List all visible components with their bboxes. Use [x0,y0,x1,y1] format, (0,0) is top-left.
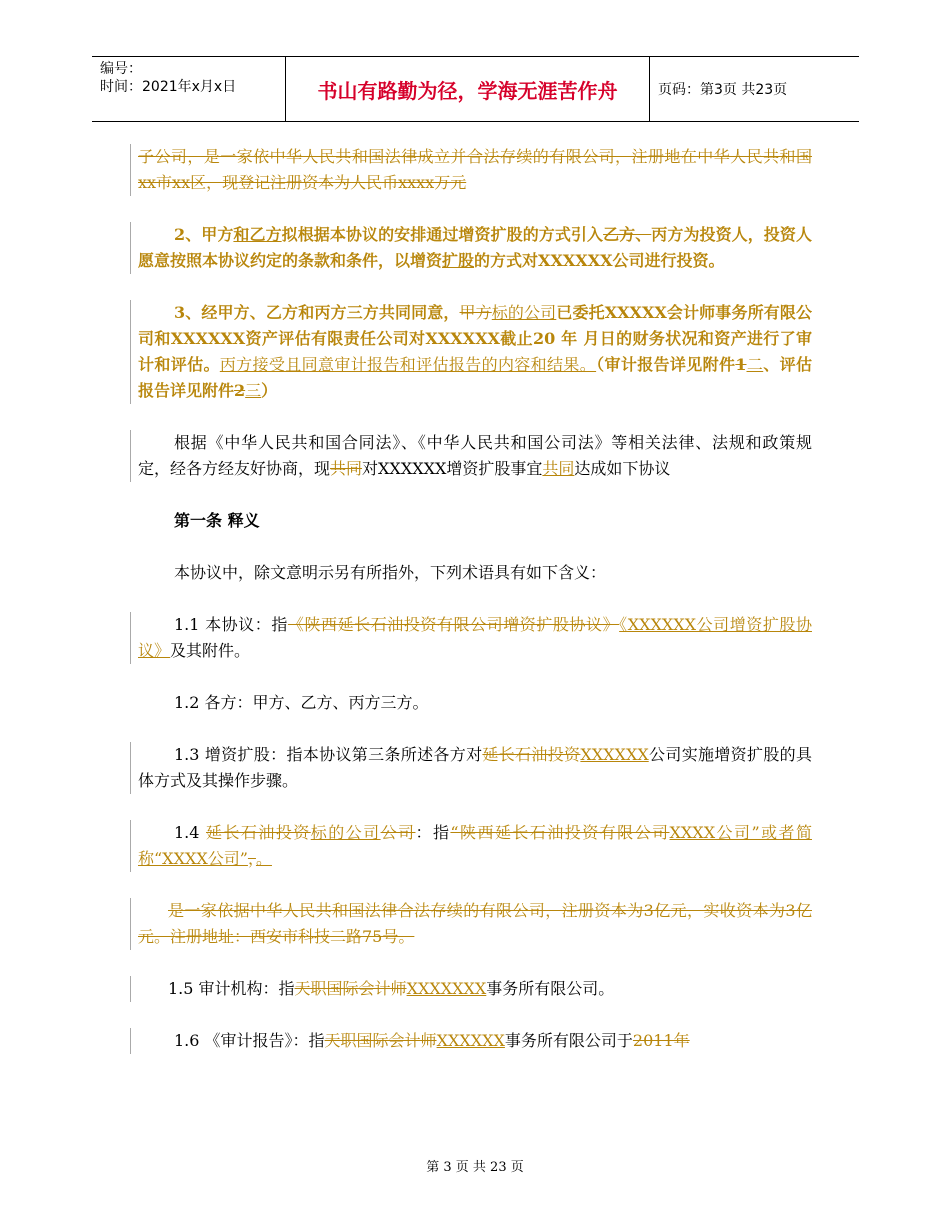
paragraph-company-description [138,898,812,950]
text: 、评估报告详见附件 [138,355,812,400]
paragraph-recital-3 [138,300,812,404]
deleted-text: 2 [234,381,246,400]
text: 事务所有限公司于 [504,1031,633,1050]
text: 事务所有限公司。 [486,979,615,998]
paragraph-company-intro [138,144,812,196]
inserted-text: XXXXXX [580,745,649,764]
deleted-text: 甲方 [459,303,492,322]
text: 1.3 增资扩股：指本协议第三条所述各方对 [174,745,483,764]
inserted-text: 共同 [542,459,575,478]
text: 达成如下协议 [574,459,671,478]
document-body [138,144,812,1054]
paragraph-recital-2 [138,222,812,274]
deleted-text: 子公司，是一家依中华人民共和国法律成立并合法存续的有限公司，注册地在中华人民共和国xx市xx区，现登记注册资本为人民币xxxx万元 [138,147,812,192]
definition-1-2: 1.2 各方：甲方、乙方、丙方三方。 [174,693,429,712]
article-1-heading: 第一条 释义 [174,511,260,530]
header-meta [92,57,286,121]
text: 1.6 《审计报告》：指 [174,1031,325,1050]
text: ：指 [415,823,451,842]
paragraph-legal-basis [138,430,812,482]
inserted-text: 三 [245,381,262,400]
deleted-text: 是一家依据中华人民共和国法律合法存续的有限公司，注册资本为3亿元，实收资本为3亿元。注册地址：西安市科技二路75号。 [138,901,812,946]
deleted-text: 共同 [330,459,363,478]
definition-1-5 [138,976,812,1002]
deleted-text: 天职国际会计师 [324,1031,437,1050]
inserted-text: XXXXXX [436,1031,505,1050]
text: （审计报告详见附件 [596,355,736,374]
text: 已委托XXXXX会计师事务所有限公司和XXXXXX资产评估有限责任公司对XXXXXX截止20 年 月日的财务状况和资产进行了审计和评估。 [138,303,812,374]
serial-label: 编号： [100,61,142,77]
text: 及其附件。 [170,641,251,660]
text: 1.5 审计机构：指 [168,979,295,998]
inserted-text: 标的公司 [310,823,381,842]
deleted-text: 延长石油投资 [482,745,581,764]
text: ） [261,381,278,400]
text: 2、甲方 [174,225,234,244]
header-page-info: 页码：第3页 共23页 [658,82,788,98]
text: 的方式对XXXXXX公司进行投资。 [474,251,725,270]
definition-1-6 [138,1028,812,1054]
deleted-text: 乙方、 [603,225,652,244]
deleted-text: 2011年 [632,1031,690,1050]
deleted-text: 天职国际会计师 [294,979,407,998]
inserted-text: XXXXXXX [406,979,487,998]
inserted-text: 二 [746,355,764,374]
inserted-text: 扩股 [442,251,475,270]
definition-1-4 [138,820,812,872]
text: 3、经甲方、乙方和丙方三方共同同意， [174,303,460,322]
header-motto: 书山有路勤为径，学海无涯苦作舟 [286,57,650,121]
deleted-text: 公司 [380,823,416,842]
text: 拟根据本协议的安排通过增资扩股的方式引入 [281,225,604,244]
text: 根据《中华人民共和国合同法》、《中华人民共和国公司法》等相关法律、法规和政策规定，经各方经友好协商，现 [138,433,812,478]
definition-1-3 [138,742,812,794]
text: 1.1 本协议：指 [174,615,288,634]
inserted-text: 《XXXXXX公司增资扩股协议》 [138,615,812,660]
page-header [92,56,859,122]
deleted-text: 《陕西延长石油投资有限公司增资扩股协议》 [287,615,620,634]
text: 丙方为投资人，投资人愿意按照本协议约定的条款和条件，以增资 [138,225,812,270]
text: 1.4 [174,823,206,842]
definition-1-1 [138,612,812,664]
deleted-text: ， [247,849,256,868]
inserted-text: 和乙方 [233,225,282,244]
deleted-text: “陕西延长石油投资有限公司 [450,823,670,842]
time-label: 时间：2021年x月x日 [100,79,237,95]
text: 对XXXXXX增资扩股事宜 [362,459,543,478]
text: 公司实施增资扩股的具体方式及其操作步骤。 [138,745,812,790]
inserted-text: 标的公司 [491,303,557,322]
deleted-text: 1 [735,355,747,374]
page-footer: 第 3 页 共 23 页 [426,1160,524,1175]
inserted-text: XXXX公司”或者简称“XXXX公司” [138,823,812,868]
inserted-text: 。 [255,849,272,868]
deleted-text: 延长石油投资 [206,823,311,842]
inserted-text: 丙方接受且同意审计报告和评估报告的内容和结果。 [219,355,597,374]
paragraph-definitions-intro: 本协议中，除文意明示另有所指外，下列术语具有如下含义： [174,563,607,582]
